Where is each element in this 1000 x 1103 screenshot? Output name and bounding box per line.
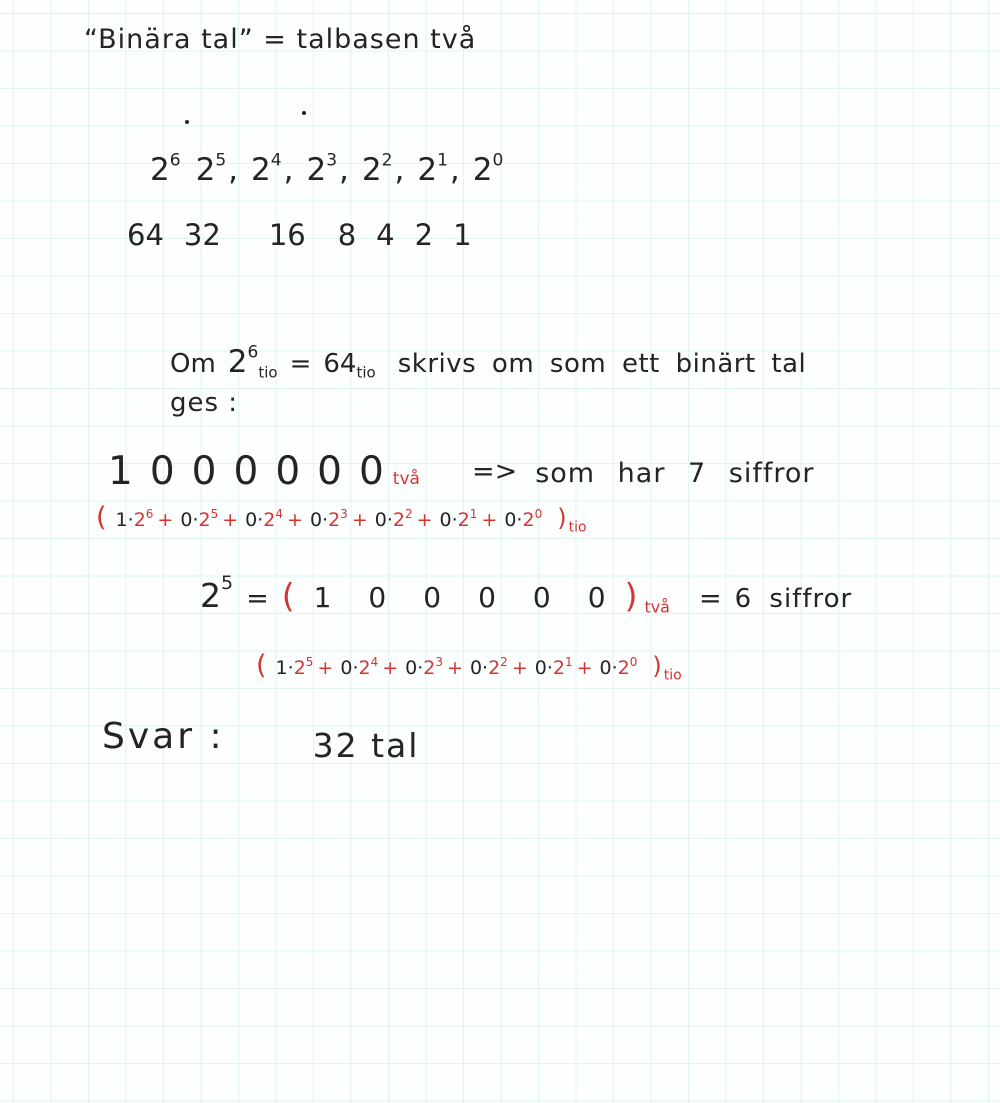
- power-of-two: [362, 152, 404, 188]
- power-base: 2: [552, 657, 565, 679]
- power-of-two: [196, 152, 238, 188]
- power-base: 2: [227, 344, 248, 380]
- multiply-dot: ·: [352, 657, 359, 679]
- power-exponent: 1: [564, 655, 573, 670]
- power-of-two: [251, 152, 293, 188]
- coefficient: 1: [275, 657, 288, 679]
- coefficient: 0: [180, 509, 193, 531]
- power-value: 8: [337, 218, 357, 252]
- power-base: 2: [150, 152, 170, 188]
- coefficient: 0: [405, 657, 418, 679]
- binary-digit: 0: [478, 581, 496, 614]
- equals-sign: =: [698, 583, 722, 614]
- open-paren: (: [96, 502, 107, 533]
- power-base: 2: [472, 152, 493, 188]
- statement-prefix: Om: [170, 349, 216, 379]
- plus-sign: +: [511, 657, 528, 679]
- comma: ,: [394, 152, 405, 188]
- power-base: 2: [198, 509, 211, 531]
- power-base: 2: [306, 152, 327, 188]
- base-ten-subscript: tio: [568, 519, 587, 536]
- answer-block: [102, 716, 419, 765]
- power-exponent: 0: [629, 655, 638, 670]
- power-value: 32: [183, 218, 221, 252]
- statement-line-1: [170, 344, 806, 380]
- answer-label: Svar :: [102, 716, 225, 757]
- power-of-two: [306, 152, 348, 188]
- binary-digit: 0: [358, 449, 384, 494]
- comma: ,: [228, 152, 239, 188]
- expansion-term: [180, 509, 238, 531]
- plus-sign: +: [351, 509, 368, 531]
- power-exponent: 2: [381, 150, 393, 171]
- power-base: 2: [617, 657, 630, 679]
- expansion-term: [116, 509, 174, 531]
- power-value: 2: [414, 218, 434, 252]
- powers-of-two-row: [150, 152, 505, 188]
- statement-block: [170, 344, 806, 418]
- statement-suffix: skrivs om som ett binärt tal: [397, 349, 807, 379]
- binary-digit: 0: [368, 581, 387, 614]
- power-of-two: [417, 152, 459, 188]
- binary-digit: 0: [317, 449, 342, 494]
- multiply-dot: ·: [322, 509, 329, 531]
- close-paren: ): [652, 652, 662, 680]
- power-value: 64: [127, 218, 164, 252]
- power-base: 2: [522, 509, 535, 531]
- multiply-dot: ·: [546, 657, 553, 679]
- statement-line-2: ges :: [170, 388, 239, 418]
- multiply-dot: ·: [287, 657, 294, 679]
- binary-digits: [108, 449, 401, 494]
- expansion-term: [276, 657, 334, 679]
- multiply-dot: ·: [482, 657, 489, 679]
- stray-dot: [185, 120, 189, 124]
- power-exponent: 6: [247, 342, 259, 363]
- expansion-term: [470, 657, 528, 679]
- power-base: 2: [361, 152, 382, 188]
- power-exponent: 4: [370, 655, 379, 670]
- power-base: 2: [423, 657, 436, 679]
- multiply-dot: ·: [451, 509, 458, 531]
- expansion-term: [245, 509, 303, 531]
- equals-sign: =: [289, 349, 312, 379]
- power-exponent: 2: [404, 507, 413, 522]
- stray-dot: [302, 111, 306, 115]
- value: 64: [323, 349, 357, 379]
- power-base: 2: [328, 509, 341, 531]
- equals-sign: =: [246, 583, 269, 614]
- power-base: 2: [251, 152, 271, 188]
- coefficient: 0: [534, 657, 547, 679]
- power-exponent: 0: [534, 507, 543, 522]
- binary-digit: 0: [587, 581, 606, 614]
- coefficient: 0: [340, 657, 353, 679]
- multiply-dot: ·: [386, 509, 393, 531]
- comma: ,: [449, 152, 460, 188]
- decimal-value: [323, 349, 376, 382]
- expansion-term: [375, 509, 433, 531]
- power-base: 2: [457, 509, 470, 531]
- plus-sign: +: [382, 657, 399, 679]
- power-of-two: [473, 152, 506, 188]
- digit-count-note: som har 7 siffror: [535, 458, 815, 489]
- expansion-term: [440, 509, 498, 531]
- expansion-term: [600, 657, 642, 679]
- expansion-terms: [116, 509, 554, 531]
- coefficient: 0: [374, 509, 387, 531]
- plus-sign: +: [481, 509, 498, 531]
- expansion-term: [504, 509, 546, 531]
- plus-sign: +: [416, 509, 433, 531]
- power-exponent: 6: [169, 150, 181, 171]
- implies-arrow: =>: [471, 456, 518, 487]
- binary-digit: 1: [313, 581, 332, 614]
- expansion-line-6: [256, 650, 682, 684]
- base-ten-subscript: tio: [356, 363, 376, 382]
- coefficient: 0: [599, 657, 612, 679]
- power-term: [228, 344, 278, 380]
- power-values-row: [127, 218, 472, 252]
- power-base: 2: [293, 657, 306, 679]
- power-exponent: 5: [215, 150, 227, 171]
- power-exponent: 6: [145, 507, 154, 522]
- digit-count-note: 6 siffror: [734, 584, 853, 614]
- power-base: 2: [392, 509, 405, 531]
- open-paren: (: [256, 650, 267, 681]
- base-two-subscript: två: [644, 597, 670, 617]
- base-ten-subscript: tio: [663, 667, 682, 684]
- comma: ,: [283, 152, 294, 188]
- power-exponent: 2: [500, 655, 508, 670]
- expansion-line-7: [96, 502, 587, 536]
- binary-digit: 0: [532, 581, 551, 614]
- binary-number-7-digits: [108, 449, 815, 494]
- binary-digit: 0: [191, 449, 217, 494]
- power-exponent: 4: [270, 150, 282, 171]
- binary-digit: 1: [108, 449, 133, 494]
- power-term: [200, 571, 234, 615]
- binary-digits: [314, 581, 606, 614]
- base-ten-subscript: tio: [258, 363, 278, 382]
- power-value: 16: [268, 218, 306, 252]
- expansion-term: [535, 657, 593, 679]
- multiply-dot: ·: [417, 657, 424, 679]
- power-base: 2: [195, 152, 216, 188]
- expansion-terms: [276, 657, 649, 679]
- power-exponent: 5: [305, 655, 314, 670]
- power-exponent: 3: [326, 150, 338, 171]
- expansion-term: [340, 657, 398, 679]
- coefficient: 1: [115, 509, 128, 531]
- power-base: 2: [200, 576, 221, 615]
- note-title: “Binära tal” = talbasen två: [84, 24, 477, 55]
- plus-sign: +: [157, 509, 174, 531]
- base-two-subscript: två: [392, 469, 420, 489]
- multiply-dot: ·: [192, 509, 199, 531]
- power-exponent: 5: [221, 571, 234, 594]
- coefficient: 0: [245, 509, 258, 531]
- binary-digit: 0: [275, 449, 301, 494]
- binary-number-6-digits: [200, 571, 853, 617]
- binary-digit: 0: [423, 581, 442, 614]
- plus-sign: +: [576, 657, 593, 679]
- power-value: 1: [453, 218, 472, 252]
- binary-digit: 0: [233, 449, 259, 494]
- power-base: 2: [488, 657, 501, 679]
- power-value: 4: [376, 218, 395, 252]
- power-exponent: 0: [492, 150, 504, 171]
- power-base: 2: [358, 657, 371, 679]
- multiply-dot: ·: [257, 509, 264, 531]
- power-exponent: 1: [469, 507, 478, 522]
- power-exponent: 3: [340, 507, 348, 522]
- power-exponent: 5: [210, 507, 219, 522]
- comma: ,: [339, 152, 349, 188]
- plus-sign: +: [287, 509, 303, 531]
- power-base: 2: [133, 509, 146, 531]
- coefficient: 0: [469, 657, 483, 679]
- close-paren: ): [557, 504, 567, 532]
- power-base: 2: [417, 152, 438, 188]
- multiply-dot: ·: [127, 509, 134, 531]
- power-exponent: 3: [435, 655, 444, 670]
- answer-value: 32 tal: [312, 726, 420, 765]
- expansion-term: [310, 509, 368, 531]
- expansion-term: [405, 657, 463, 679]
- plus-sign: +: [222, 509, 239, 531]
- coefficient: 0: [439, 509, 452, 531]
- power-of-two: [150, 152, 183, 188]
- power-exponent: 1: [437, 150, 448, 171]
- plus-sign: +: [317, 657, 334, 679]
- multiply-dot: ·: [516, 509, 523, 531]
- coefficient: 0: [504, 509, 517, 531]
- power-exponent: 4: [275, 507, 284, 522]
- coefficient: 0: [309, 509, 323, 531]
- open-paren: (: [281, 576, 295, 615]
- multiply-dot: ·: [611, 657, 618, 679]
- plus-sign: +: [447, 657, 463, 679]
- close-paren: ): [624, 576, 638, 615]
- binary-digit: 0: [149, 449, 175, 494]
- power-base: 2: [263, 509, 276, 531]
